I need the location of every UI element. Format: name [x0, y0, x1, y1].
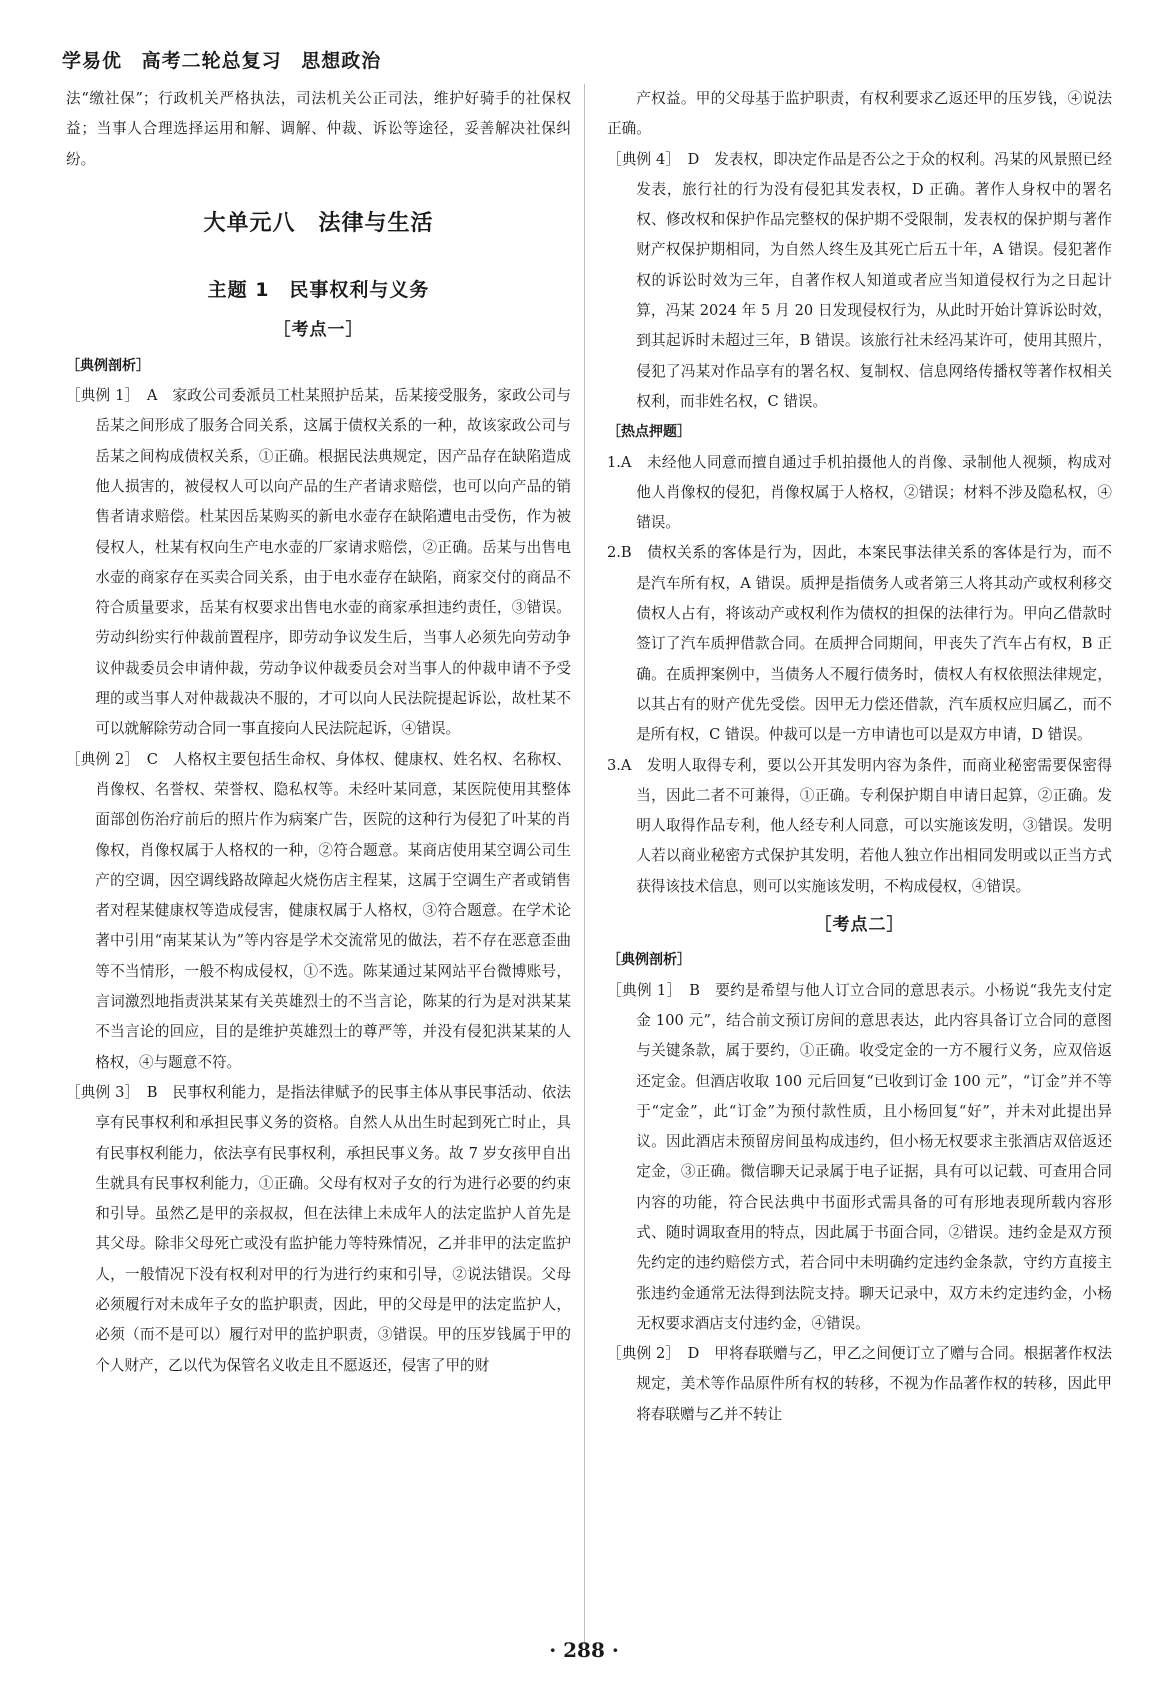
unit-title: 大单元八 法律与生活 [203, 210, 434, 236]
topic-title: 主题 1 民事权利与义务 [207, 279, 430, 302]
page-header: 学易优 高考二轮总复习 思想政治 [62, 50, 382, 72]
example-4: ［典例 4］ D 发表权，即决定作品是否公之于众的权利。冯某的风景照已经发表，旅行社的行为没有侵犯其发表权，D 正确。著作人身权中的署名权、修改权和保护作品完整权的保护期不受限制，发表权的保护期与著作财产权保护期相同，为自然人终生及其死亡后五十年，A 错误。侵犯著作权的诉讼时效为三年，自著作权人知道或者应当知道侵权行为之日起计算，冯某 2024 年 5 月 20 日发现侵权行为，从此时开始计算诉讼时效，到其起诉时未超过三年，B 错误。该旅行社未经冯某许可，使用其照片，侵犯了冯某对作品享有的署名权、复制权、信息网络传播权等著作权相关权利，而非姓名权，C 错误。 [607, 150, 1112, 410]
hot-section-label: ［热点押题］ [607, 424, 691, 441]
example-5: ［典例 1］ B 要约是希望与他人订立合同的意思表示。小杨说“我先支付定金 100 元”，结合前文预订房间的意思表达，此内容具备订立合同的意图与关键条款，属于要约，①正确。收受定金的一方不履行义务，应双倍返还定金。但酒店收取 100 元后回复“已收到订金 100 元”，“订金”并不等于“定金”，此“订金”为预付款性质，且小杨回复“好”，并未对此提出异议。因此酒店未预留房间虽构成违约，但小杨无权要求主张酒店双倍返还定金，③正确。微信聊天记录属于电子证据，具有可以记载、可查用合同内容的功能，符合民法典中书面形式需具备的可有形地表现所载内容形式、随时调取查用的特点，因此属于书面合同，②错误。违约金是双方预先约定的违约赔偿方式，若合同中未明确约定违约金条款，守约方直接主张违约金通常无法得到法院支持。聊天记录中，双方未约定违约金，小杨无权要求酒店支付违约金，④错误。 [607, 981, 1112, 1332]
kaodian-2-heading: ［考点二］ [814, 915, 905, 936]
intro-paragraph: 法“缴社保”；行政机关严格执法，司法机关公正司法，维护好骑手的社保权益；当事人合理选择运用和解、调解、仲裁、诉讼等途径，妥善解决社保纠纷。 [66, 90, 571, 168]
example-3-continued: 产权益。甲的父母基于监护职责，有权利要求乙返还甲的压岁钱，④说法正确。 [607, 90, 1112, 138]
right-column [607, 84, 1112, 1430]
page-number: · 288 · [549, 1638, 619, 1662]
column-divider [584, 84, 585, 1644]
hot-item-2: 2.B 债权关系的客体是行为，因此，本案民事法律关系的客体是行为，而不是汽车所有权，A 错误。质押是指债务人或者第三人将其动产或权利移交债权人占有，将该动产或权利作为债权的担保的法律行为。甲向乙借款时签订了汽车质押借款合同。在质押合同期间，甲丧失了汽车占有权，B 正确。在质押案例中，当债务人不履行债务时，债权人有权依照法律规定，以其占有的财产优先受偿。因甲无力偿还借款，汽车质权应归属乙，而不是所有权，C 错误。仲裁可以是一方申请也可以是双方申请，D 错误。 [607, 544, 1112, 744]
example-1: ［典例 1］ A 家政公司委派员工杜某照护岳某，岳某接受服务，家政公司与岳某之间形成了服务合同关系，这属于债权关系的一种，故该家政公司与岳某之间构成债权关系，①正确。根据民法典规定，因产品存在缺陷造成他人损害的，被侵权人可以向产品的生产者请求赔偿，也可以向产品的销售者请求赔偿。杜某因岳某购买的新电水壶存在缺陷遭电击受伤，作为被侵权人，杜某有权向生产电水壶的厂家请求赔偿，②正确。岳某与出售电水壶的商家存在买卖合同关系，由于电水壶存在缺陷，商家交付的商品不符合质量要求，岳某有权要求出售电水壶的商家承担违约责任，③错误。劳动纠纷实行仲裁前置程序，即劳动争议发生后，当事人必须先向劳动争议仲裁委员会申请仲裁，劳动争议仲裁委员会对当事人的仲裁申请不予受理的或当事人对仲裁裁决不服的，才可以向人民法院提起诉讼，故杜某不可以就解除劳动合同一事直接向人民法院起诉，④错误。 [66, 387, 571, 738]
left-column [66, 84, 571, 1381]
example-6: ［典例 2］ D 甲将春联赠与乙，甲乙之间便订立了赠与合同。根据著作权法规定，美术等作品原件所有权的转移，不视为作品著作权的转移，因此甲将春联赠与乙并不转让 [607, 1345, 1112, 1423]
hot-item-1: 1.A 未经他人同意而擅自通过手机拍摄他人的肖像、录制他人视频，构成对他人肖像权的侵犯，肖像权属于人格权，②错误；材料不涉及隐私权，④错误。 [607, 453, 1112, 532]
example-2: ［典例 2］ C 人格权主要包括生命权、身体权、健康权、姓名权、名称权、肖像权、名誉权、荣誉权、隐私权等。未经叶某同意，某医院使用其整体面部创伤治疗前后的照片作为病案广告，医院的这种行为侵犯了叶某的肖像权，肖像权属于人格权的一种，②符合题意。某商店使用某空调公司生产的空调，因空调线路故障起火烧伤店主程某，这属于空调生产者或销售者对程某健康权等造成侵害，健康权属于人格权，③符合题意。在学术论著中引用“南某某认为”等内容是学术交流常见的做法，若不存在恶意歪曲等不当情形，一般不构成侵权，①不选。陈某通过某网站平台微博账号，言词激烈地指责洪某某有关英雄烈士的不当言论，陈某的行为是对洪某某不当言论的回应，目的是维护英雄烈士的尊严等，并没有侵犯洪某某的人格权，④与题意不符。 [66, 750, 571, 1071]
hot-item-3: 3.A 发明人取得专利，要以公开其发明内容为条件，而商业秘密需要保密得当，因此二者不可兼得，①正确。专利保护期自申请日起算，②正确。发明人取得作品专利，他人经专利人同意，可以实施该发明，③错误。发明人若以商业秘密方式保护其发明，若他人独立作出相同发明或以正当方式获得该技术信息，则可以实施该发明，不构成侵权，④错误。 [607, 756, 1112, 895]
case-section-label-2: ［典例剖析］ [607, 952, 691, 969]
case-section-label: ［典例剖析］ [66, 357, 150, 374]
kaodian-1-heading: ［考点一］ [273, 320, 364, 341]
example-3: ［典例 3］ B 民事权利能力，是指法律赋予的民事主体从事民事活动、依法享有民事权利和承担民事义务的资格。自然人从出生时起到死亡时止，具有民事权利能力，依法享有民事权利，承担民事义务。故 7 岁女孩甲自出生就具有民事权利能力，①正确。父母有权对子女的行为进行必要的约束和引导。虽然乙是甲的亲叔叔，但在法律上未成年人的法定监护人首先是其父母。除非父母死亡或没有监护能力等特殊情况，乙并非甲的法定监护人，一般情况下没有权利对甲的行为进行约束和引导，②说法错误。父母必须履行对未成年子女的监护职责，因此，甲的父母是甲的法定监护人，必须（而不是可以）履行对甲的监护职责，③错误。甲的压岁钱属于甲的个人财产，乙以代为保管名义收走且不愿返还，侵害了甲的财 [66, 1083, 571, 1374]
